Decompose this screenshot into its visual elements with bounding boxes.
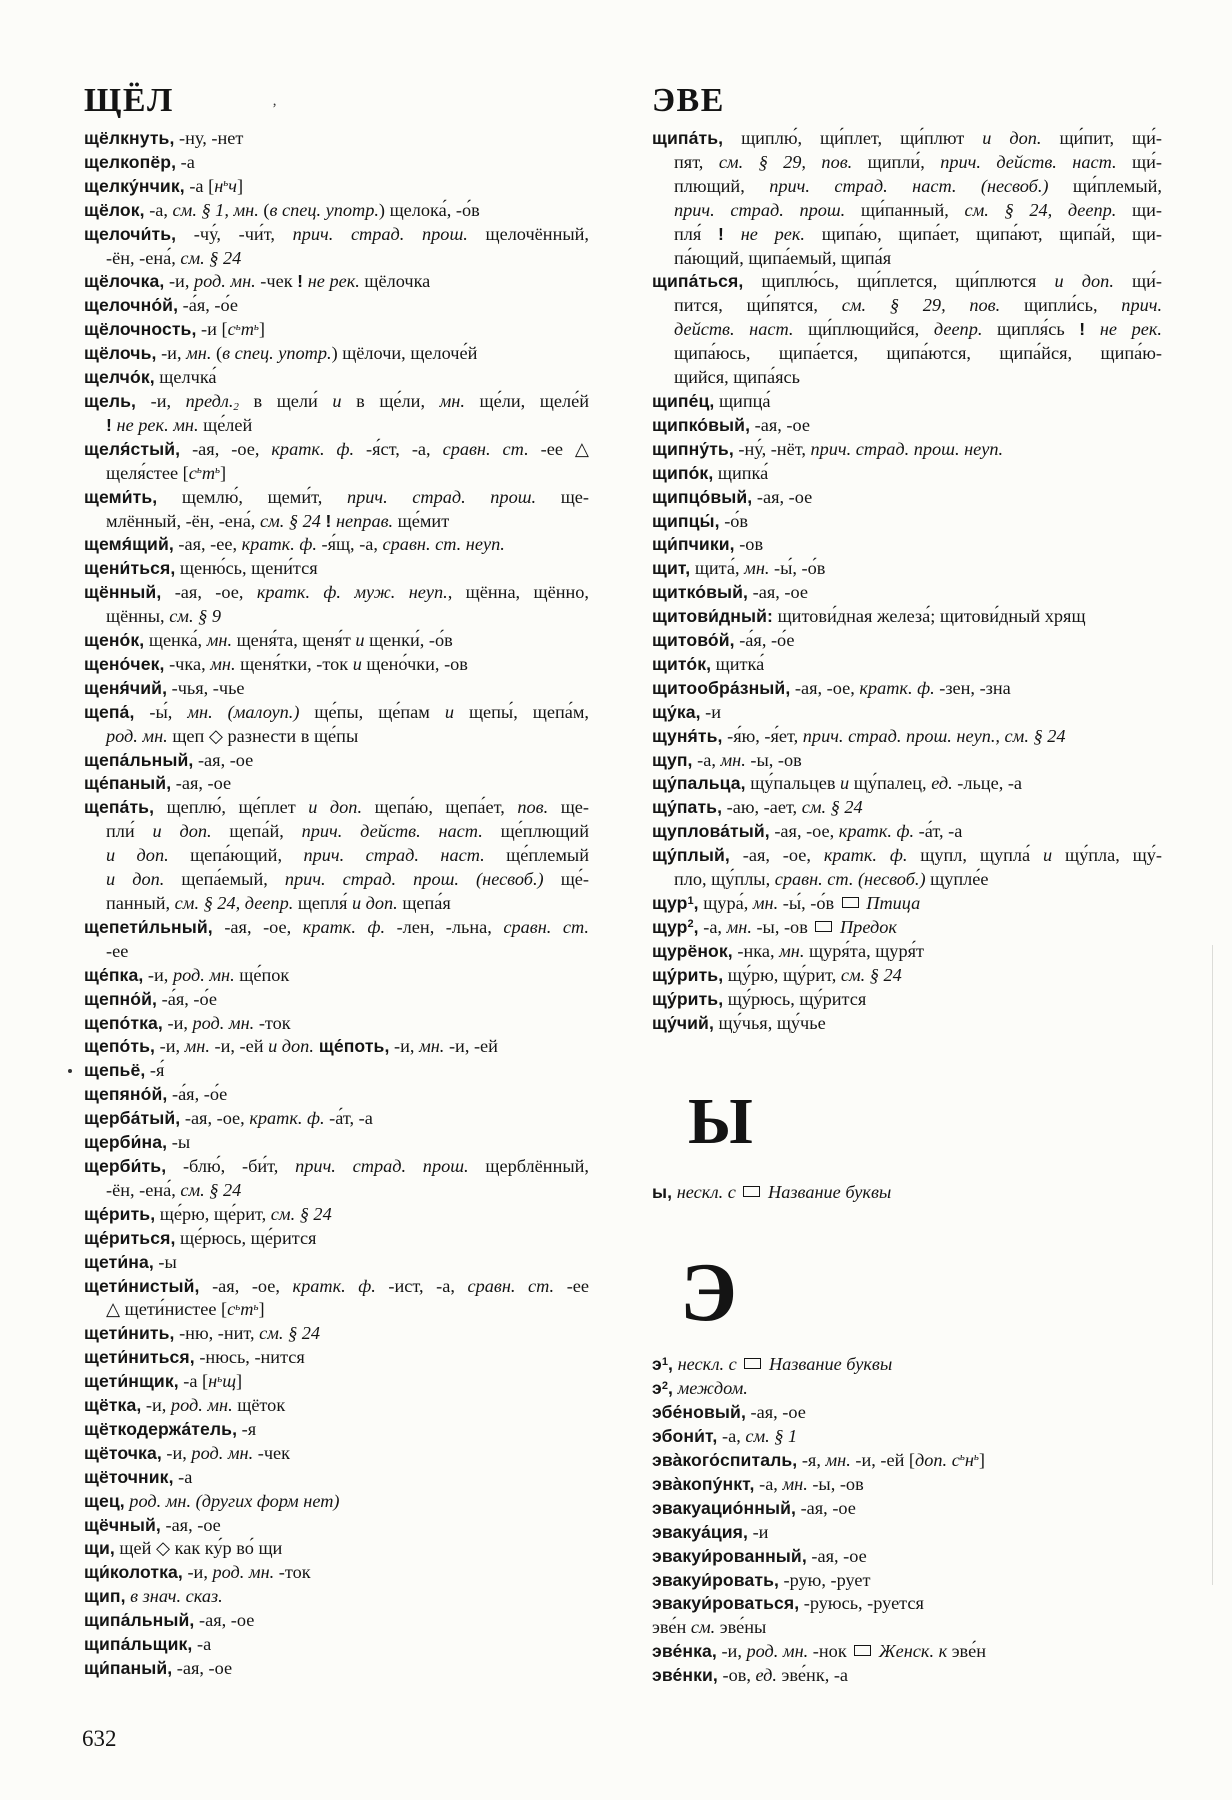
entry-line: щу́пать, -аю, -ает, см. § 24	[652, 797, 863, 818]
rectangle-icon	[854, 1645, 871, 1656]
entry-continuation-line: пится, щи́пятся, см. § 29, пов. щипли́сь, прич.	[674, 295, 1163, 316]
entry-continuation-line: щеля́стее $[с^ьт^ь]$	[106, 462, 227, 483]
entry-continuation-line: пят, см. § 29, пов. щипли́, прич. действ. наст. щи́-	[674, 151, 1162, 172]
entry-line: эве́нки, -ов, ед. эве́нк, -а	[652, 1665, 849, 1686]
entry-line: щелкопёр, -а	[84, 151, 195, 172]
entry-line: щепети́льный, -ая, -ое, кратк. ф. -лен, -льна, сравн. ст.	[84, 916, 590, 937]
entry-line: щу́ка, -и	[652, 701, 722, 722]
rectangle-icon	[815, 921, 832, 932]
entry-continuation-line: млённый, -ён, -ена́, см. § 24 ! неправ. ще́мит	[106, 510, 450, 531]
entry-line: щепно́й, -а́я, -о́е	[84, 988, 217, 1009]
entry-line: эбони́т, -а, см. § 1	[652, 1426, 798, 1447]
entry-line: щепа́льный, -ая, -ое	[84, 749, 254, 770]
entry-line: щур$^1$, щура́, мн. -ы́, -о́в Птица	[652, 893, 921, 913]
entry-line: щипа́льный, -ая, -ое	[84, 1610, 255, 1631]
entry-continuation-line: действ. наст. щи́плющийся, деепр. щипля́сь ! не рек.	[674, 319, 1162, 340]
entry-line: щипа́ться, щиплю́сь, щи́плется, щи́плются и доп. щи́-	[652, 271, 1162, 292]
entry-continuation-line: щённы, см. § 9	[106, 606, 221, 627]
entry-continuation-line: панный, см. § 24, деепр. щепля́ и доп. щепа́я	[106, 893, 451, 913]
entry-line: щённый, -ая, -ое, кратк. ф. муж. неуп., щённа, щённо,	[84, 582, 590, 603]
entry-line: щипцо́вый, -ая, -ое	[652, 486, 813, 507]
entry-line: щуп, -а, мн. -ы, -ов	[652, 749, 802, 770]
right-column	[652, 127, 1162, 1688]
entry-line: щипо́к, щипка́	[652, 462, 769, 483]
entry-line: щепяно́й, -а́я, -о́е	[84, 1084, 228, 1105]
entry-line: щурёнок, -нка, мн. щуря́та, щуря́т	[652, 940, 924, 961]
entry-line: щети́на, -ы	[84, 1251, 177, 1272]
entry-continuation-line: щийся, щипа́ясь	[674, 367, 800, 388]
entry-line: эве́н см. эве́ны	[652, 1617, 767, 1638]
entry-line: щено́к, щенка́, мн. щеня́та, щеня́т и щенки́, -о́в	[84, 630, 453, 651]
entry-line: щепо́ть, -и, мн. -и, -ей и доп. ще́поть, -и, мн. -и, -ей	[84, 1036, 498, 1057]
entry-line: эве́нка, -и, род. мн. -нок Женск. к эве́н	[652, 1641, 986, 1662]
entry-line: щёчный, -ая, -ое	[84, 1514, 221, 1535]
entry-line: щи́колотка, -и, род. мн. -ток	[84, 1562, 311, 1583]
entry-line: щель, -и, предл.2 в щели́ и в ще́ли, мн. ще́ли, щеле́й	[84, 390, 589, 413]
entry-line: щипко́вый, -ая, -ое	[652, 414, 810, 435]
entry-line: щелочно́й, -а́я, -о́е	[84, 295, 238, 316]
entry-line: эвакуацио́нный, -ая, -ое	[652, 1497, 856, 1518]
entry-line: щипе́ц, щипца́	[652, 390, 771, 411]
entry-line: щёточник, -а	[84, 1466, 193, 1487]
entry-line: щепа́, -ы́, мн. (малоуп.) ще́пы, ще́пам и щепы́, щепа́м,	[84, 701, 589, 722]
entry-continuation-line: и доп. щепа́емый, прич. страд. прош. (несвоб.) ще́-	[106, 869, 589, 890]
entry-line: щитови́дный: щитови́дная железа́; щитови́дный хрящ	[652, 606, 1086, 627]
section-heading-y: Ы	[688, 1085, 753, 1159]
entry-continuation-line: и доп. щепа́ющий, прич. страд. наст. ще́племый	[106, 845, 589, 866]
page-edge-line	[1212, 945, 1213, 1585]
entry-line: щи́паный, -ая, -ое	[84, 1658, 233, 1678]
entry-line: эва̀кого́спиталь, -я, мн. -и, -ей [доп. $с^ьн^ь$]	[652, 1449, 985, 1470]
entry-line: щепа́ть, щеплю́, ще́плет и доп. щепа́ю, щепа́ет, пов. ще-	[84, 797, 589, 818]
entry-line: щёлочь, -и, мн. (в спец. употр.) щёлочи, щелоче́й	[84, 343, 478, 364]
entry-line: эва̀копу́нкт, -а, мн. -ы, -ов	[652, 1473, 864, 1494]
entry-line: щемя́щий, -ая, -ее, кратк. ф. -я́щ, -а, сравн. ст. неуп.	[84, 534, 505, 555]
entry-line: щепьё, -я́	[84, 1059, 589, 1083]
entry-line: ще́паный, -ая, -ое	[84, 773, 232, 794]
entry-continuation-line: пля́ ! не рек. щипа́ю, щипа́ет, щипа́ют, щипа́й, щи-	[674, 223, 1162, 244]
entry-line: ще́пка, -и, род. мн. ще́пок	[84, 964, 290, 985]
running-head-right: ЭВЕ	[652, 82, 725, 119]
entry-line: щи́пчики, -ов	[652, 534, 764, 555]
entry-line: щитообра́зный, -ая, -ое, кратк. ф. -зен, -зна	[652, 677, 1011, 698]
entry-line: щёлочка, -и, род. мн. -чек ! не рек. щёлочка	[84, 271, 431, 292]
entry-line: эбе́новый, -ая, -ое	[652, 1402, 806, 1423]
entry-continuation-line: па́ющий, щипа́емый, щипа́я	[674, 247, 892, 268]
entry-continuation-line: пли́ и доп. щепа́й, прич. действ. наст. ще́плющий	[106, 821, 589, 842]
entry-line: щелку́нчик, -а $[н^ьч]$	[84, 175, 244, 196]
entry-line: щепо́тка, -и, род. мн. -ток	[84, 1012, 291, 1033]
entry-line: щеня́чий, -чья, -чье	[84, 677, 245, 698]
entry-line: ще́риться, ще́рюсь, ще́рится	[84, 1227, 317, 1248]
entry-line: эвакуа́ция, -и	[652, 1521, 769, 1542]
entry-line: щитово́й, -а́я, -о́е	[652, 630, 795, 651]
entry-line: щеля́стый, -ая, -ое, кратк. ф. -я́ст, -а, сравн. ст. -ее △	[84, 438, 589, 459]
entry-line: щети́нщик, -а $[н^ьщ]$	[84, 1371, 243, 1392]
entry-line: щёлочность, -и $[с^ьт^ь]$	[84, 319, 265, 340]
entry-continuation-line: плющий, прич. страд. наст. (несвоб.) щи́племый,	[674, 175, 1163, 196]
entry-continuation-line: ! не рек. мн. ще́лей	[106, 414, 253, 435]
entry-continuation-line: щипа́юсь, щипа́ется, щипа́ются, щипа́йся, щипа́ю-	[674, 343, 1162, 364]
stray-accent-artifact: ’	[272, 101, 277, 117]
entry-continuation-line: род. мн. щеп ◇ разнести в ще́пы	[106, 725, 359, 746]
entry-line: щипцы́, -о́в	[652, 510, 749, 531]
entry-line: щу́чий, щу́чья, щу́чье	[652, 1012, 826, 1033]
entry-line: щелчо́к, щелчка́	[84, 367, 217, 388]
rectangle-icon	[744, 1358, 761, 1369]
entry-line: щу́пальца, щу́пальцев и щу́палец, ед. -льце, -а	[652, 773, 1023, 794]
margin-dot-artifact	[68, 1069, 72, 1073]
entry-line: щи, щей ◇ как ку́р во́ щи	[84, 1538, 283, 1559]
running-head-left: ЩЁЛ	[84, 82, 174, 119]
entry-line: щеми́ть, щемлю́, щеми́т, прич. страд. прош. ще-	[84, 486, 589, 507]
entry-line: щипну́ть, -ну́, -нёт, прич. страд. прош. неуп.	[652, 438, 1004, 459]
entry-line: щипа́льщик, -а	[84, 1634, 212, 1655]
entry-line: эвакуи́рованный, -ая, -ое	[652, 1545, 867, 1566]
entry-line: щётка, -и, род. мн. щёток	[84, 1395, 286, 1416]
entry-line: щёткодержа́тель, -я	[84, 1418, 257, 1439]
entry-line: щерби́ть, -блю́, -би́т, прич. страд. прош. щерблённый,	[84, 1155, 589, 1176]
entry-line: щитко́вый, -ая, -ое	[652, 582, 808, 603]
entry-line: эвакуи́ровать, -рую, -рует	[652, 1569, 871, 1590]
entry-line: $э^1$, нескл. с Название буквы	[652, 1354, 893, 1375]
entry-line: щёточка, -и, род. мн. -чек	[84, 1442, 291, 1463]
entry-line: щуня́ть, -я́ю, -я́ет, прич. страд. прош. неуп., см. § 24	[652, 725, 1066, 746]
entry-line: щети́ниться, -нюсь, -нится	[84, 1347, 305, 1368]
entry-line: $э^2$, междом.	[652, 1378, 748, 1399]
entry-line: щур$^2$, -а, мн. -ы, -ов Предок	[652, 916, 897, 937]
entry-line: щети́нистый, -ая, -ое, кратк. ф. -ист, -а, сравн. ст. -ее	[84, 1275, 590, 1296]
entry-line: щерби́на, -ы	[84, 1132, 191, 1153]
entry-line: щу́рить, щу́рю, щу́рит, см. § 24	[652, 964, 902, 985]
entry-line: ще́рить, ще́рю, ще́рит, см. § 24	[84, 1203, 332, 1224]
section-heading-e: Э	[680, 1246, 737, 1340]
rectangle-icon	[842, 897, 859, 908]
entry-line: щено́чек, -чка, мн. щеня́тки, -ток и щено́чки, -ов	[84, 653, 468, 674]
entry-line: щу́рить, щу́рюсь, щу́рится	[652, 988, 867, 1009]
entry-line: щуплова́тый, -ая, -ое, кратк. ф. -а́т, -а	[652, 821, 963, 842]
entry-line: щерба́тый, -ая, -ое, кратк. ф. -а́т, -а	[84, 1108, 373, 1129]
entry-line: щелочи́ть, -чу́, -чи́т, прич. страд. прош. щелочённый,	[84, 223, 589, 244]
entry-line: щипа́ть, щиплю́, щи́плет, щи́плют и доп. щи́пит, щи́-	[652, 128, 1163, 148]
entry-line: щец, род. мн. (других форм нет)	[84, 1490, 340, 1511]
rectangle-icon	[743, 1186, 760, 1197]
entry-continuation-line: -ее	[106, 940, 129, 961]
left-column	[84, 127, 589, 1681]
entry-line: эвакуи́роваться, -руюсь, -руется	[652, 1593, 924, 1614]
entry-continuation-line: -ён, -ена́, см. § 24	[106, 1179, 242, 1200]
entry-line: ы, нескл. с Название буквы	[652, 1182, 892, 1203]
entry-line: щу́плый, -ая, -ое, кратк. ф. щупл, щупла́ и щу́пла, щу́-	[652, 845, 1162, 866]
entry-continuation-line: прич. страд. прош. щи́панный, см. § 24, деепр. щи-	[674, 199, 1162, 220]
entry-line: щит, щита́, мн. -ы́, -о́в	[652, 558, 826, 579]
entry-continuation-line: -ён, -ена́, см. § 24	[106, 247, 242, 268]
entry-continuation-line: пло, щу́плы, сравн. ст. (несвоб.) щупле́е	[674, 869, 989, 890]
entry-line: щёлкнуть, -ну, -нет	[84, 128, 244, 148]
entry-line: щёлок, -а, см. § 1, мн. (в спец. употр.) щелока́, -о́в	[84, 199, 480, 220]
entry-line: щети́нить, -ню, -нит, см. § 24	[84, 1323, 321, 1344]
page-number: 632	[82, 1726, 117, 1751]
entry-line: щени́ться, щеню́сь, щени́тся	[84, 558, 318, 579]
entry-line: щип, в знач. сказ.	[84, 1586, 223, 1607]
entry-line: щито́к, щитка́	[652, 653, 765, 674]
entry-continuation-line: △ щети́нистее $[с^ьт^ь]$	[106, 1299, 265, 1320]
